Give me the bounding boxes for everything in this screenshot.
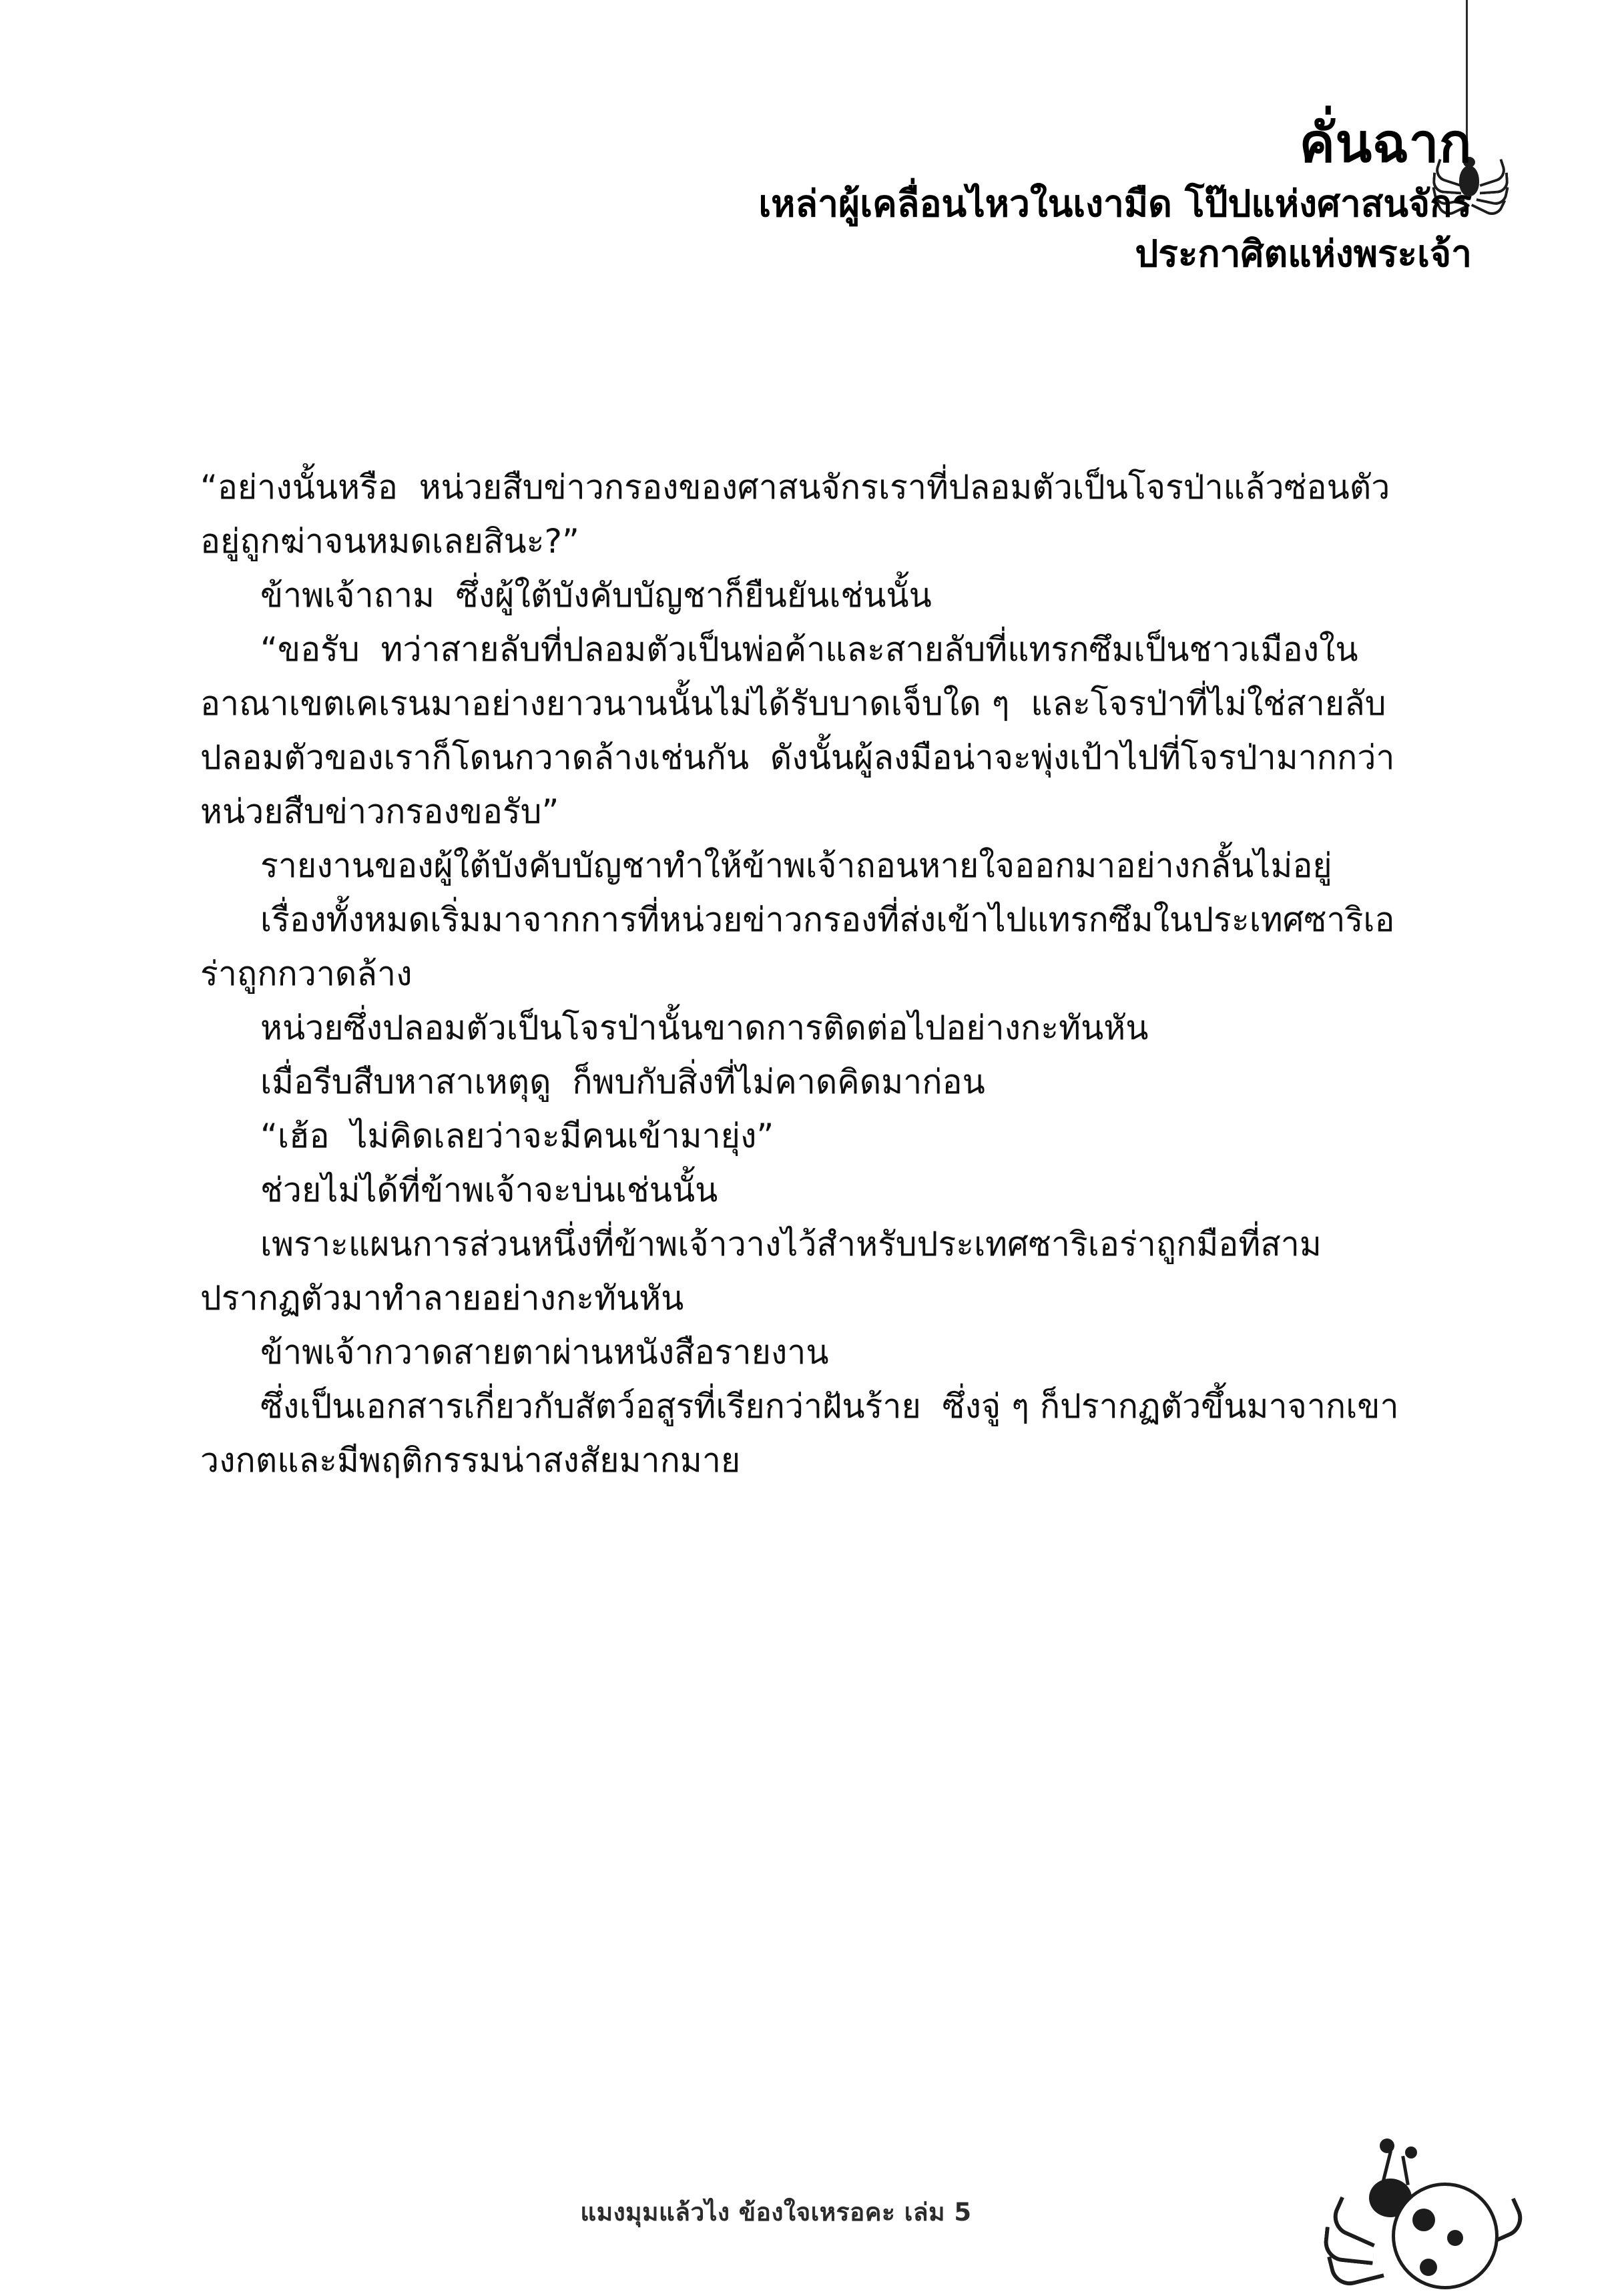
body-paragraph: “เฮ้อ ไม่คิดเลยว่าจะมีคนเข้ามายุ่ง” — [260, 1117, 774, 1155]
subtitle-line-2: ประกาศิตแห่งพระเจ้า — [1135, 232, 1472, 276]
body-paragraph: เพราะแผนการส่วนหนึ่งที่ข้าพเจ้าวางไว้สำหรับประเทศซาริเอร่าถูกมือที่สามปรากฏตัวมาทำลายอย่างกะทันหัน — [200, 1225, 1322, 1318]
mascot-spot — [1420, 2259, 1437, 2276]
mascot-antenna — [1401, 2156, 1410, 2185]
body-paragraph: รายงานของผู้ใต้บังคับบัญชาทำให้ข้าพเจ้าถอนหายใจออกมาอย่างกลั้นไม่อยู่ — [260, 846, 1332, 885]
body-paragraph: “อย่างนั้นหรือ หน่วยสืบข่าวกรองของศาสนจักรเราที่ปลอมตัวเป็นโจรป่าแล้วซ่อนตัวอยู่ถูกฆ่าจนหมดเลยสินะ?” — [200, 468, 1390, 561]
body-paragraph: ข้าพเจ้าถาม ซึ่งผู้ใต้บังคับบัญชาก็ยืนยันเช่นนั้น — [260, 576, 932, 615]
page-title: คั่นฉาก — [1299, 112, 1472, 174]
body-paragraph: หน่วยซึ่งปลอมตัวเป็นโจรป่านั้นขาดการติดต่อไปอย่างกะทันหัน — [260, 1009, 1149, 1047]
mascot-body — [1392, 2183, 1499, 2289]
spider-mascot-icon — [1252, 2096, 1532, 2296]
page-header — [337, 113, 1472, 280]
body-paragraph: “ขอรับ ทว่าสายลับที่ปลอมตัวเป็นพ่อค้าและสายลับที่แทรกซึมเป็นชาวเมืองในอาณาเขตเคเรนมาอย่างยาวนานนั้นไม่ได้รับบาดเจ็บใด ๆ และโจรป่าที่ไม่ใช่สายลับปลอมตัวของเราก็โดนกวาดล้างเช่นกัน ดังนั้นผู้ลงมือน่าจะพุ่งเป้าไปที่โจรป่ามากกว่าหน่วยสืบข่าวกรองขอรับ” — [200, 630, 1395, 831]
body-paragraph: เรื่องทั้งหมดเริ่มมาจากการที่หน่วยข่าวกรองที่ส่งเข้าไปแทรกซึมในประเทศซาริเอร่าถูกกวาดล้าง — [200, 900, 1395, 993]
body-text — [200, 461, 1422, 1488]
body-paragraph: เมื่อรีบสืบหาสาเหตุดู ก็พบกับสิ่งที่ไม่คาดคิดมาก่อน — [260, 1063, 985, 1101]
body-paragraph: ซึ่งเป็นเอกสารเกี่ยวกับสัตว์อสูรที่เรียกว่าฝันร้าย ซึ่งจู่ ๆ ก็ปรากฏตัวขึ้นมาจากเขาวงกตและมีพฤติกรรมน่าสงสัยมากมาย — [200, 1387, 1399, 1480]
mascot-antenna-tip — [1380, 2138, 1394, 2153]
footer-title: แมงมุมแล้วไง ข้องใจเหรอคะ เล่ม 5 — [580, 2198, 972, 2227]
body-paragraph: ข้าพเจ้ากวาดสายตาผ่านหนังสือรายงาน — [260, 1333, 829, 1372]
body-paragraph: ช่วยไม่ได้ที่ข้าพเจ้าจะบ่นเช่นนั้น — [260, 1171, 718, 1209]
subtitle-line-1: เหล่าผู้เคลื่อนไหวในเงามืด โป๊ปแห่งศาสนจักร — [758, 182, 1472, 225]
mascot-antenna-tip — [1405, 2146, 1417, 2159]
